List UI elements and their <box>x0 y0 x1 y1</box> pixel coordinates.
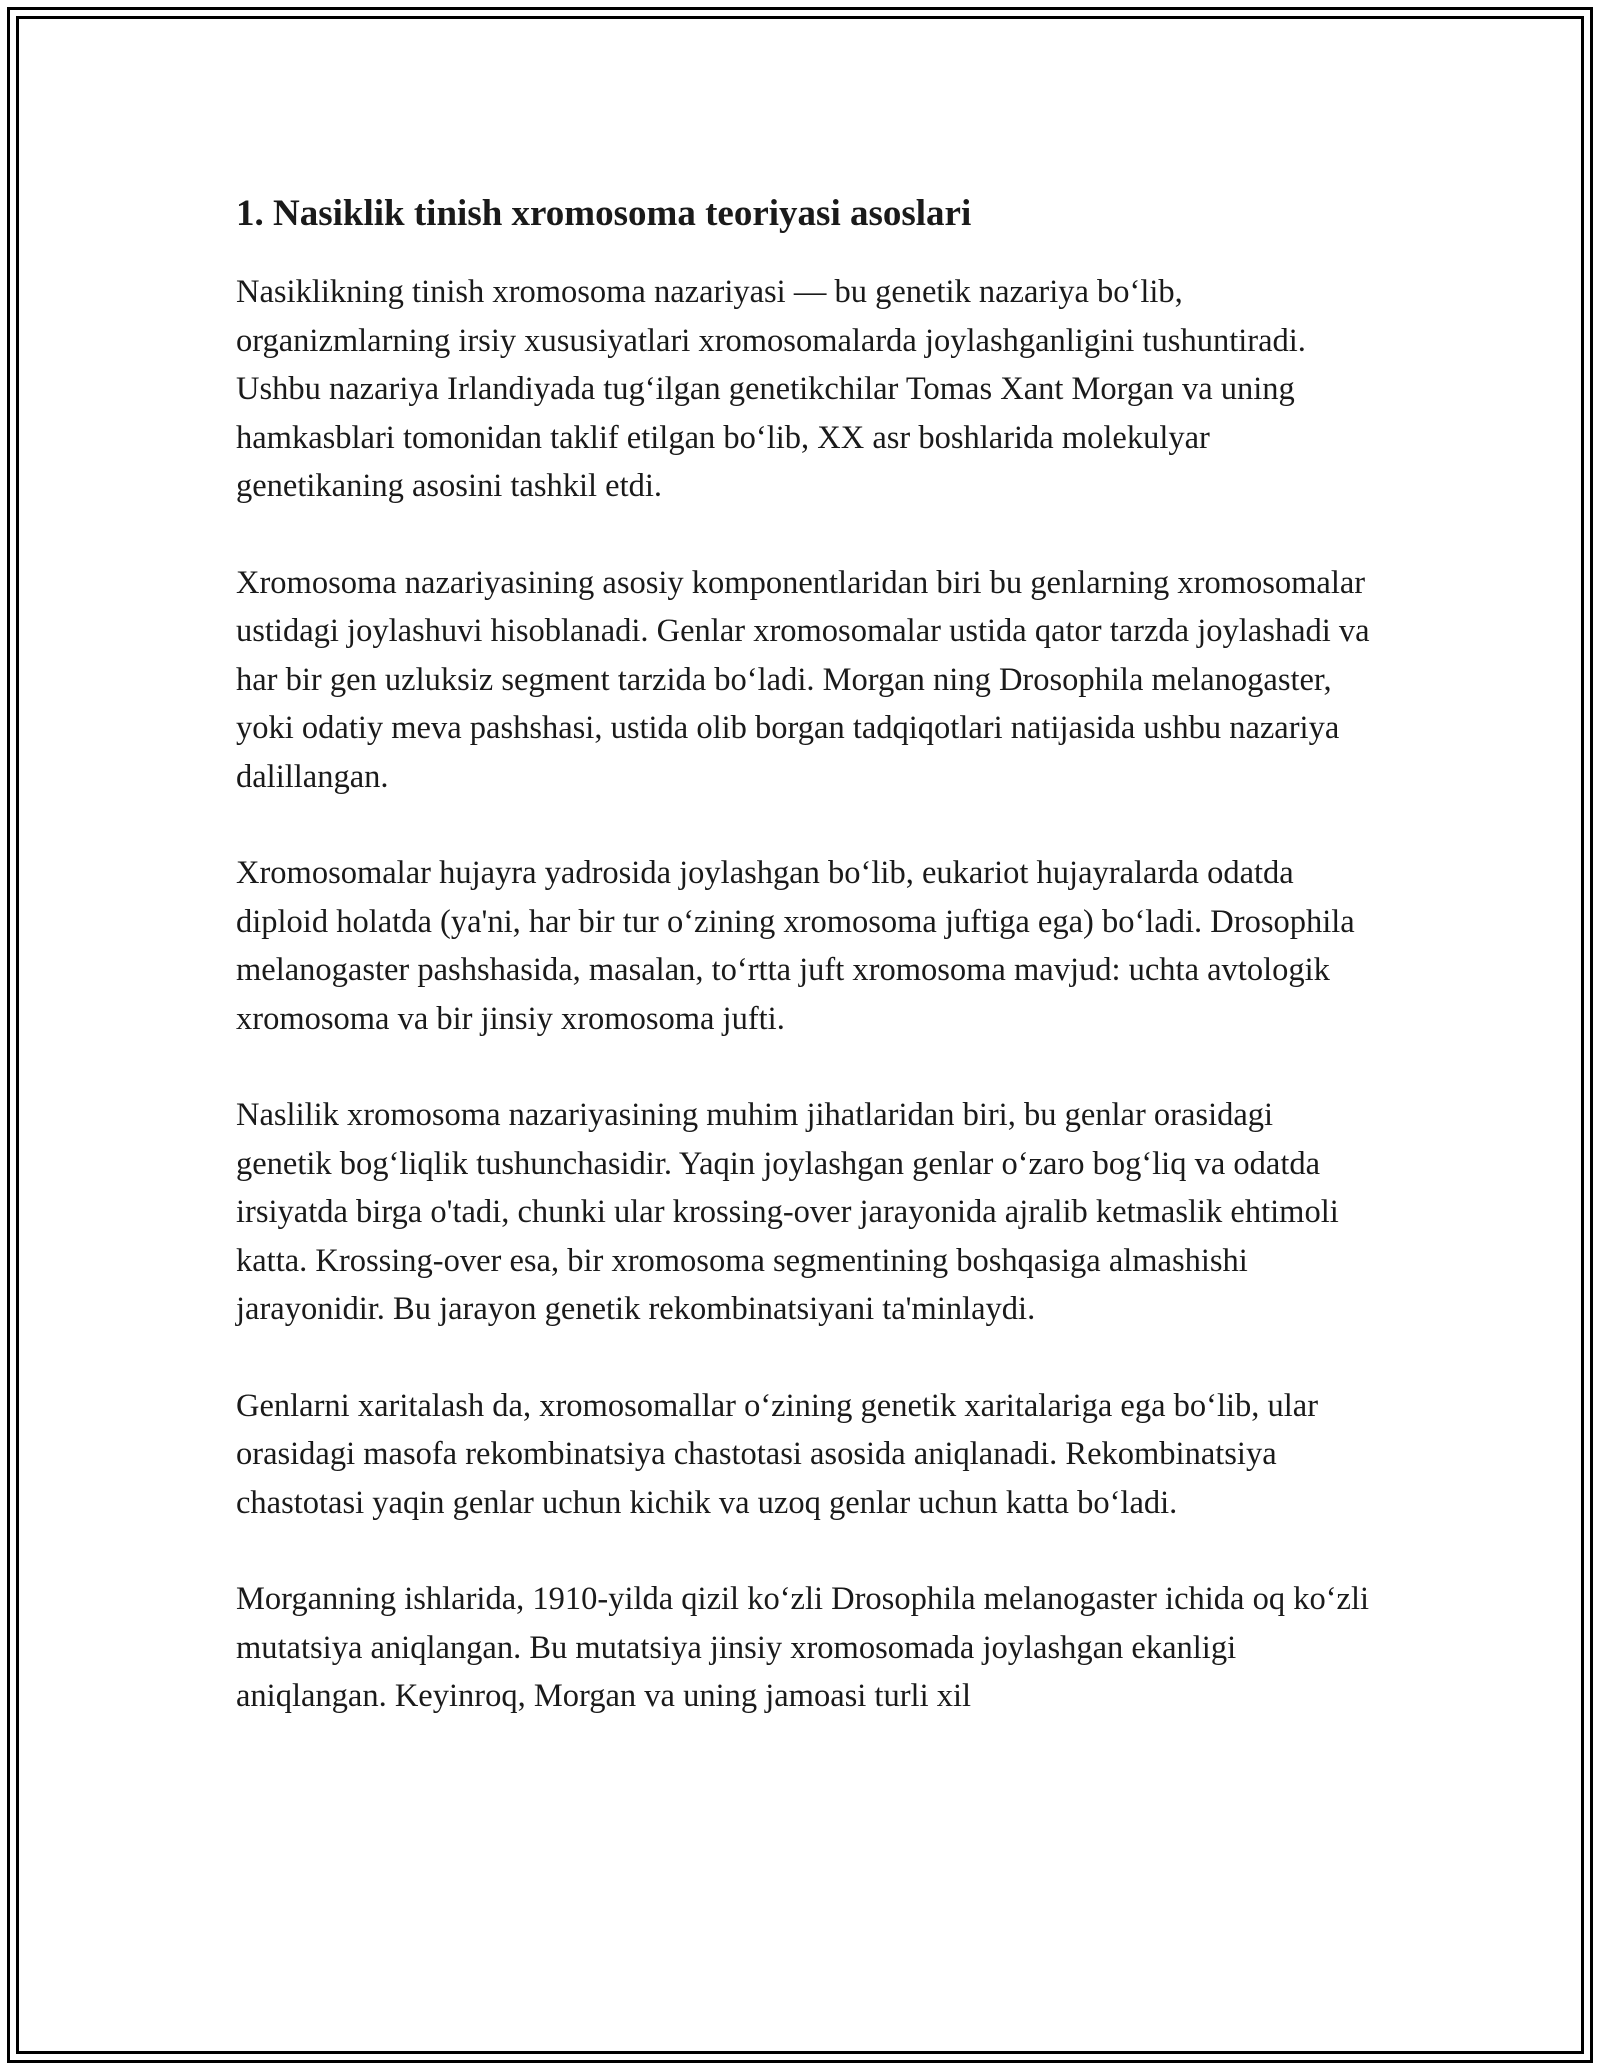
paragraph-6: Morganning ishlarida, 1910-yilda qizil ko‘zli Drosophila melanogaster ichida oq ko‘zli mutatsiya aniqlangan. Bu mutatsiya jinsiy xromosomada joylashgan ekanligi aniqlangan. Keyinroq, Morgan va uning jamoasi turli xil <box>236 1581 1370 1714</box>
paragraph-3: Xromosomalar hujayra yadrosida joylashgan bo‘lib, eukariot hujayralarda odatda diploid holatda (ya'ni, har bir tur o‘zining xromosoma juftiga ega) bo‘ladi. Drosophila melanogaster pashshasida, masalan, to‘rtta juft xromosoma mavjud: uchta avtologik xromosoma va bir jinsiy xromosoma jufti. <box>236 855 1355 1037</box>
document-body <box>236 190 1376 1721</box>
paragraph-5: Genlarni xaritalash da, xromosomallar o‘zining genetik xaritalariga ega bo‘lib, ular orasidagi masofa rekombinatsiya chastotasi asosida aniqlanadi. Rekombinatsiya chastotasi yaqin genlar uchun kichik va uzoq genlar uchun katta bo‘ladi. <box>236 1387 1319 1521</box>
paragraph-1: Nasiklikning tinish xromosoma nazariyasi — bu genetik nazariya bo‘lib, organizmlarning irsiy xususiyatlari xromosomalarda joylashganligini tushuntiradi. Ushbu nazariya Irlandiyada tug‘ilgan genetikchilar Tomas Xant Morgan va uning hamkasblari tomonidan taklif etilgan bo‘lib, XX asr boshlarida molekulyar genetikaning asosini tashkil etdi. <box>236 274 1306 504</box>
paragraph-2: Xromosoma nazariyasining asosiy komponentlaridan biri bu genlarning xromosomalar ustidagi joylashuvi hisoblanadi. Genlar xromosomalar ustida qator tarzda joylashadi va har bir gen uzluksiz segment tarzida bo‘ladi. Morgan ning Drosophila melanogaster, yoki odatiy meva pashshasi, ustida olib borgan tadqiqotlari natijasida ushbu nazariya dalillangan. <box>236 564 1370 795</box>
section-heading: 1. Nasiklik tinish xromosoma teoriyasi asoslari <box>236 193 972 234</box>
paragraph-4: Naslilik xromosoma nazariyasining muhim jihatlaridan biri, bu genlar orasidagi genetik bog‘liqlik tushunchasidir. Yaqin joylashgan genlar o‘zaro bog‘liq va odatda irsiyatda birga o'tadi, chunki ular krossing-over jarayonida ajralib ketmaslik ehtimoli katta. Krossing-over esa, bir xromosoma segmentining boshqasiga almashishi jarayonidir. Bu jarayon genetik rekombinatsiyani ta'minlaydi. <box>236 1097 1339 1327</box>
